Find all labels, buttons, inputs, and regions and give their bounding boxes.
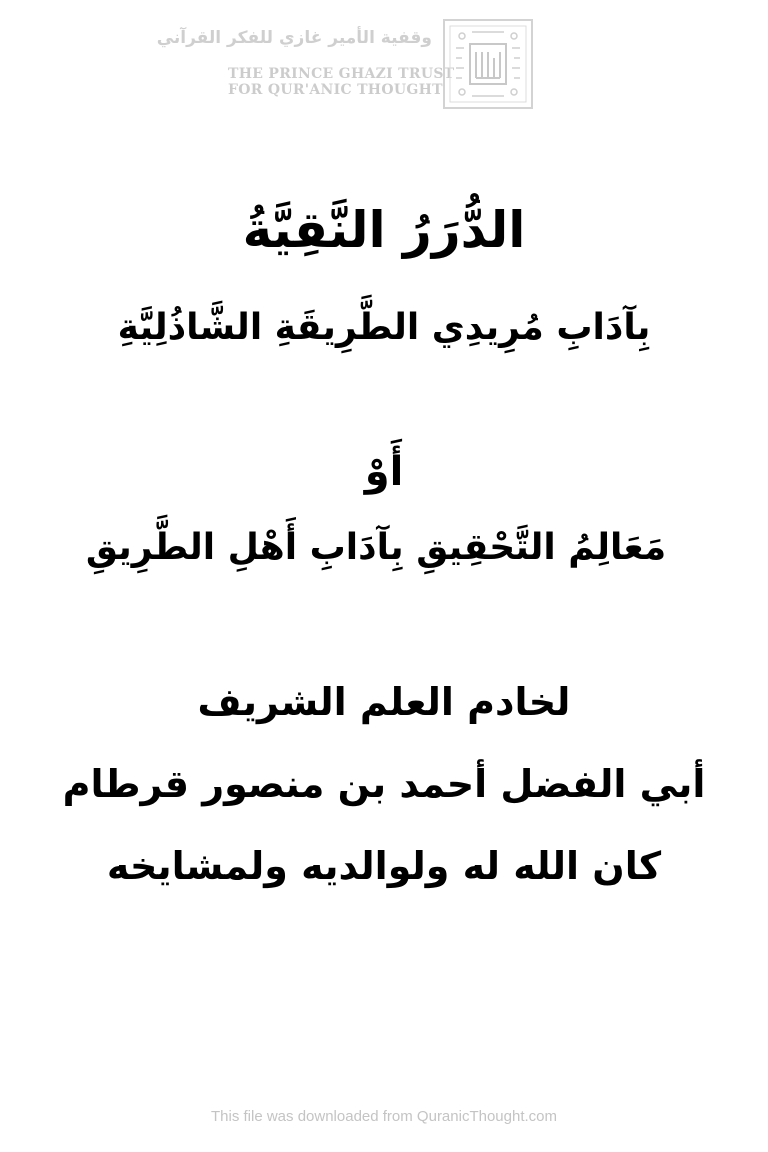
calligraphic-square-seal-icon: [442, 18, 534, 110]
book-title: الدُّرَرُ النَّقِيَّةُ: [242, 201, 526, 259]
publisher-logo: [156, 16, 540, 112]
separator-word: أَوْ: [364, 449, 404, 495]
logo-english-line-2: FOR QUR'ANIC THOUGHT: [228, 82, 443, 98]
logo-english-line-1: THE PRINCE GHAZI TRUST: [228, 66, 455, 82]
author-role: لخادم العلم الشريف: [197, 680, 571, 724]
alternate-title: مَعَالِمُ التَّحْقِيقِ بِآدَابِ أَهْلِ الطَّرِيقِ: [85, 527, 667, 568]
author-prayer: كان الله له ولوالديه ولمشايخه: [106, 844, 662, 888]
download-footer: This file was downloaded from QuranicThought.com: [211, 1108, 557, 1125]
author-name: أبي الفضل أحمد بن منصور قرطام: [62, 762, 706, 806]
book-subtitle: بِآدَابِ مُرِيدِي الطَّرِيقَةِ الشَّاذُلِيَّةِ: [117, 307, 651, 348]
logo-arabic-name: وقفية الأمير غازي للفكر القرآني: [156, 28, 432, 48]
